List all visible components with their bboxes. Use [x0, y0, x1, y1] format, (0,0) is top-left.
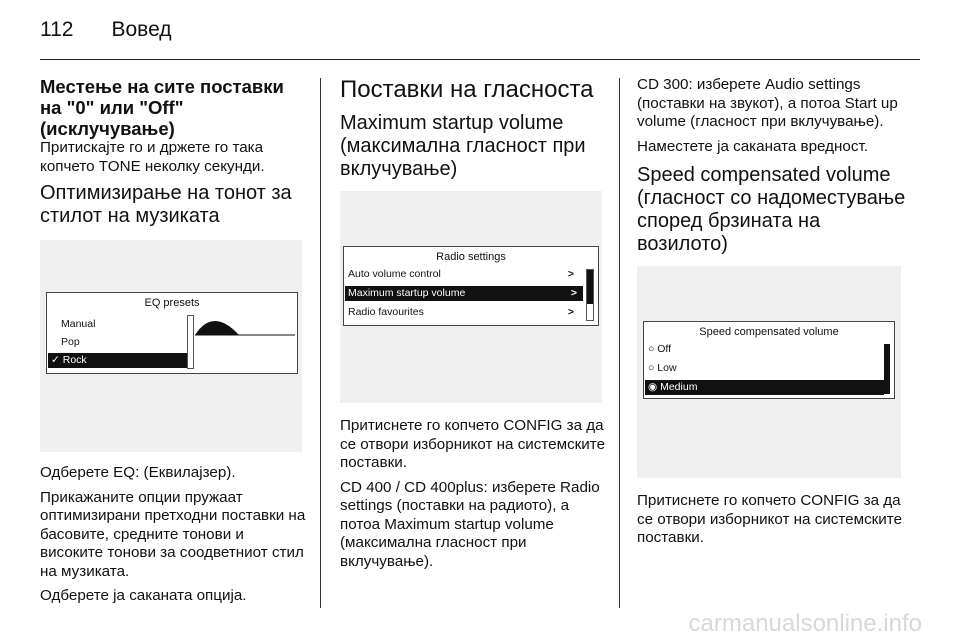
cd400-instruction: CD 400 / CD 400plus: изберете Radio settings (поставки на радиото), а потоа Maximum startup volume (максимална гласност при вклучување).: [340, 478, 600, 570]
speed-screen-title: Speed compensated volume: [699, 326, 839, 338]
eq-description: Прикажаните опции пружаат оптимизирани претходни поставки на басовите, средните тонови и високите тонови за соодветниот стил на музиката.: [40, 488, 306, 580]
radio-off-icon: ○: [648, 362, 655, 374]
page-header: [40, 18, 172, 42]
chevron-right-icon: >: [567, 306, 574, 318]
speed-volume-image: [637, 266, 901, 478]
radio-settings-image: [340, 191, 602, 403]
eq-choose-text: Одберете ја саканата опција.: [40, 587, 247, 604]
chevron-right-icon: >: [567, 268, 574, 280]
column-divider-1: [320, 78, 321, 608]
eq-presets-screen: [46, 292, 298, 374]
scrollbar: [586, 269, 594, 321]
column-divider-2: [619, 78, 620, 608]
radio-off-icon: ○: [648, 343, 655, 355]
radio-item-favourites: Radio favourites >: [348, 306, 574, 318]
column-3: [637, 76, 907, 554]
set-value-text: Наместете ја саканата вредност.: [637, 137, 868, 155]
radio-item-max-startup: Maximum startup volume >: [345, 286, 583, 301]
checkmark-icon: ✓: [51, 354, 60, 366]
eq-screen-title: EQ presets: [144, 297, 200, 309]
radio-settings-screen: [343, 246, 599, 326]
header-rule: [40, 59, 920, 60]
scrollbar: [187, 315, 194, 369]
eq-item-rock-label: Rock: [62, 354, 87, 366]
section-title: Вовед: [111, 18, 172, 41]
eq-item-pop: Pop: [61, 336, 80, 348]
eq-item-manual: Manual: [61, 318, 96, 330]
radio-item-auto-volume: Auto volume control >: [348, 268, 574, 280]
config-instruction-2: Притиснете го копчето CONFIG за да се отвори изборникот на системските поставки.: [637, 492, 903, 546]
speed-compensated-heading: Speed compensated volume (гласност со надоместување според брзината на возилото): [637, 164, 906, 255]
speed-item-low: ○ Low: [648, 362, 677, 374]
radio-on-icon: ◉: [648, 381, 658, 393]
speed-item-medium: ◉ Medium: [645, 380, 884, 395]
column-1: [40, 76, 308, 612]
speed-volume-screen: [643, 321, 895, 399]
eq-select-text: Одберете EQ: (Еквилајзер).: [40, 464, 236, 481]
config-instruction: Притиснете го копчето CONFIG за да се отвори изборникот на системските поставки.: [340, 417, 606, 471]
reset-heading: Местење на сите поставки на "0" или "Off" (исклучување): [40, 76, 284, 139]
eq-item-rock: [48, 353, 187, 368]
optimize-heading: Оптимизирање на тонот за стилот на музиката: [40, 182, 292, 227]
radio-screen-title: Radio settings: [436, 251, 506, 263]
watermark: carmanualsonline.info: [688, 610, 922, 637]
reset-text: Притискајте го и држете го така копчето TONE неколку секунди.: [40, 139, 265, 175]
cd300-instruction: CD 300: изберете Audio settings (поставки на звукот), а потоа Start up volume (гласност при вклучување).: [637, 76, 898, 130]
page-number: 112: [40, 18, 74, 41]
column-2: [340, 76, 608, 577]
max-startup-heading: Maximum startup volume (максимална гласност при вклучување): [340, 112, 586, 180]
chevron-right-icon: >: [570, 287, 577, 299]
speed-item-off: ○ Off: [648, 343, 672, 355]
volume-settings-heading: Поставки на гласноста: [340, 76, 594, 103]
eq-presets-image: [40, 240, 302, 452]
scrollbar: [884, 344, 890, 394]
eq-curve: [195, 313, 295, 353]
